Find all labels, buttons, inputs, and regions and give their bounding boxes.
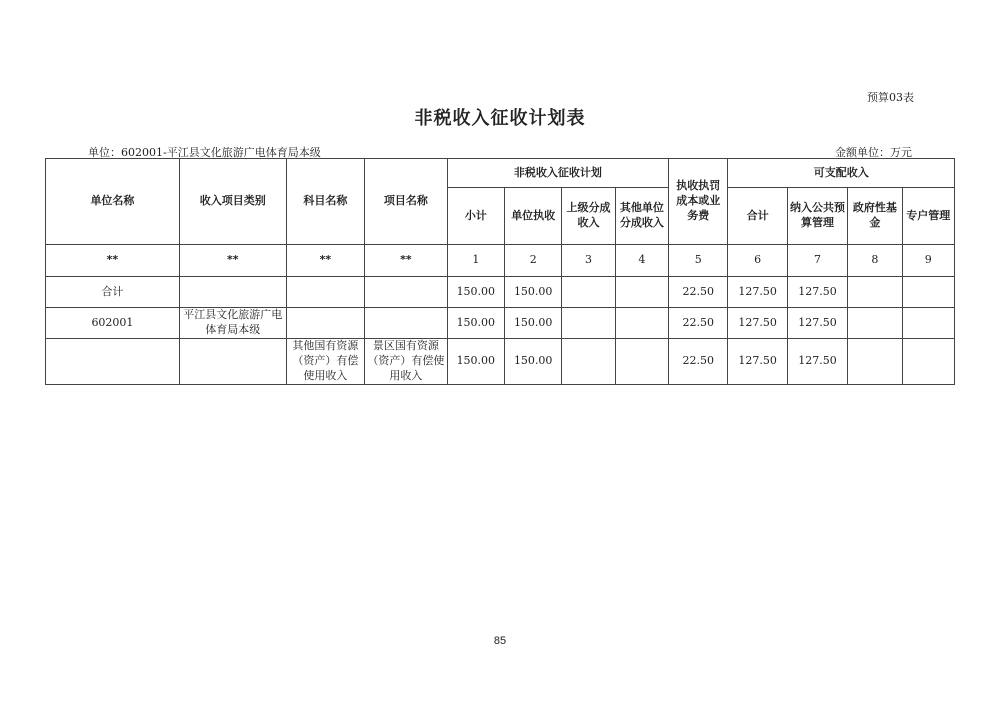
table-cell: 22.50 [669,339,728,385]
table-cell [615,277,668,308]
index-cell: ** [46,245,180,277]
form-number: 预算03表 [867,91,914,104]
table-row-unit [46,308,955,339]
header-public-budget: 纳入公共预算管理 [787,188,847,245]
index-cell: 2 [505,245,562,277]
index-row [46,245,955,277]
index-cell: ** [286,245,365,277]
table-cell: 22.50 [669,277,728,308]
table-cell: 127.50 [787,277,847,308]
header-collection-plan: 非税收入征收计划 [447,159,668,188]
table-cell: 602001 [46,308,180,339]
index-cell: 7 [787,245,847,277]
table-cell: 127.50 [787,308,847,339]
header-total: 合计 [728,188,787,245]
table-cell: 平江县文化旅游广电体育局本级 [179,308,286,339]
header-disposable-income: 可支配收入 [728,159,955,188]
table-row-item [46,339,955,385]
table-cell [562,339,615,385]
page-number: 85 [493,635,507,647]
index-cell: 8 [848,245,902,277]
table-cell [365,308,448,339]
table-cell: 150.00 [447,339,504,385]
table-cell: 22.50 [669,308,728,339]
header-special-account: 专户管理 [902,188,954,245]
table-cell: 其他国有资源（资产）有偿使用收入 [286,339,365,385]
index-cell: 1 [447,245,504,277]
index-cell: 3 [562,245,615,277]
table-cell [902,339,954,385]
table-cell [286,277,365,308]
table-cell [286,308,365,339]
table-cell: 127.50 [728,339,787,385]
table-cell: 150.00 [505,308,562,339]
header-income-category: 收入项目类别 [179,159,286,245]
table-cell: 127.50 [787,339,847,385]
table-cell [848,277,902,308]
table-cell [902,308,954,339]
page-title: 非税收入征收计划表 [414,108,586,129]
table-cell: 150.00 [505,277,562,308]
index-cell: 6 [728,245,787,277]
table-cell [848,339,902,385]
header-item-name: 项目名称 [365,159,448,245]
table-cell: 127.50 [728,277,787,308]
table-cell [562,308,615,339]
table-cell: 127.50 [728,308,787,339]
table-cell [848,308,902,339]
header-unit-name: 单位名称 [46,159,180,245]
table-cell: 景区国有资源（资产）有偿使用收入 [365,339,448,385]
header-upper-share: 上级分成收入 [562,188,615,245]
amount-unit: 金额单位：万元 [835,146,912,159]
table-cell: 150.00 [505,339,562,385]
header-other-share: 其他单位分成收入 [615,188,668,245]
table-cell [615,308,668,339]
table-cell [179,277,286,308]
table-cell [179,339,286,385]
header-unit-collection: 单位执收 [505,188,562,245]
header-enforcement-cost: 执收执罚成本或业务费 [669,159,728,245]
table-cell [615,339,668,385]
table-cell [562,277,615,308]
table-row-total [46,277,955,308]
table-cell [902,277,954,308]
unit-line: 单位：602001-平江县文化旅游广电体育局本级 [88,146,321,159]
index-cell: 5 [669,245,728,277]
index-cell: ** [365,245,448,277]
index-cell: 4 [615,245,668,277]
header-gov-fund: 政府性基金 [848,188,902,245]
index-cell: 9 [902,245,954,277]
index-cell: ** [179,245,286,277]
non-tax-revenue-table [45,158,955,385]
table-cell: 150.00 [447,277,504,308]
table-cell: 150.00 [447,308,504,339]
header-subject-name: 科目名称 [286,159,365,245]
header-subtotal: 小计 [447,188,504,245]
table-cell [46,339,180,385]
table-cell [365,277,448,308]
table-cell: 合计 [46,277,180,308]
